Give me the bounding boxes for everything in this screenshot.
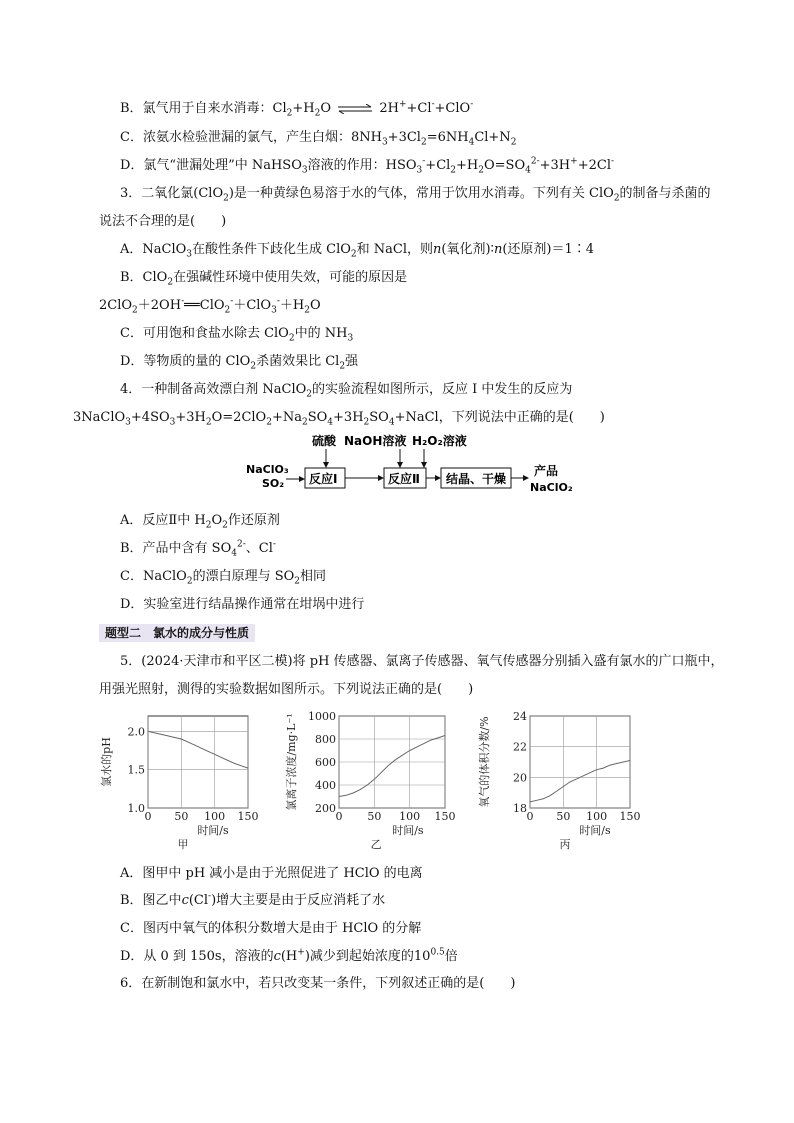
x-tick-label: 0 [144,810,152,823]
text: D．从 0 到 150s，溶液的 [120,949,274,964]
sub: 2 [222,520,228,531]
sup: - [230,296,234,307]
flow-box-reaction2-label: 反应Ⅱ [388,472,420,486]
chart-oxygen [478,706,646,856]
text: 6．在新制饱和氯水中，若只改变某一条件，下列叙述正确的是( ) [120,976,516,991]
equilibrium-arrow-icon [337,104,373,114]
sup: 2- [530,156,540,167]
flow-input-sulfuric: 硫酸 [312,434,337,448]
q3-equation [99,297,321,315]
x-tick-label: 150 [434,810,456,823]
text: O=SO [484,158,526,173]
sup: - [181,296,185,307]
sub: 2 [363,417,370,428]
q3-stem-line1 [120,185,711,203]
sub: 3 [271,305,277,316]
text: B．氯气用于自来水消毒：Cl [120,101,287,116]
q5-option-a [120,865,423,883]
text: 在酸性条件下歧化生成 ClO [192,242,351,257]
x-tick-label: 50 [556,810,571,823]
q4-stem-line1 [120,381,572,399]
option-d-line [120,157,614,175]
text: 溶液的作用：HSO [307,158,417,173]
text: O [320,101,332,116]
text: 3NaClO [73,410,126,425]
text: ＋ClO [233,298,272,313]
sub: 2 [339,361,346,372]
text: Cl+N [474,130,511,145]
chart-oxygen-svg [478,706,646,856]
sub: 2 [294,576,301,587]
sup: - [470,99,474,110]
y-axis-label: 氧气的体积分数/% [478,716,491,808]
text: 中的 NH [294,326,348,341]
y-tick-label: 22 [513,740,527,754]
sup: + [297,947,305,958]
text: O [309,298,321,313]
sub: 2 [205,520,212,531]
text: 倍 [444,949,458,964]
x-tick-label: 50 [174,810,189,823]
text: (Cl [188,893,209,908]
q5-stem-line1 [120,653,724,671]
text: A．图甲中 pH 减小是由于光照促进了 HClO 的电离 [120,866,423,881]
text: 的制备与杀菌的 [619,186,711,201]
text: 相同 [300,569,327,584]
text: ＋H [279,298,305,313]
sup: + [398,99,407,110]
section-heading: 题型二 氯水的成分与性质 [99,624,255,642]
text: C．图丙中氧气的体积分数增大是由于 HClO 的分解 [120,921,422,936]
chart-ph-svg [100,706,260,856]
x-tick-label: 0 [335,810,343,823]
text: +Na [271,410,302,425]
sub: 3 [416,165,423,176]
chart-chloride [285,706,460,856]
sub: 2 [478,165,484,176]
text: c [181,893,189,908]
text: 、Cl [245,541,273,556]
y-tick-label: 1000 [308,710,336,723]
sup: - [431,99,435,110]
sub: 2 [306,389,313,400]
text: )增大主要是由于反应消耗了水 [211,893,386,908]
text: O [211,513,223,528]
y-axis-label: 氯水的pH [100,737,113,787]
q3-option-d [120,353,358,371]
x-tick-label: 0 [526,810,534,823]
q4-option-a [120,512,280,530]
q5-option-b [120,892,385,910]
sub: 2 [205,417,212,428]
sup: - [610,156,615,167]
sub: 2 [314,108,321,119]
sub: 2 [266,417,272,428]
x-tick-label: 100 [586,810,608,823]
text: )是一种黄绿色易溶于水的气体，常用于饮用水消毒。下列有关 ClO [228,186,614,201]
text: )减少到起始浓度的10 [304,949,431,964]
chart-chloride-svg [285,706,460,856]
sub: 3 [169,417,176,428]
sub: 3 [125,417,131,428]
process-flow-diagram [240,433,580,499]
option-c-line [120,129,516,147]
flow-output-naclo2: NaClO₂ [530,481,573,494]
text: 2H [379,101,399,116]
text: C．可用饱和食盐水除去 ClO [120,326,289,341]
text: +4SO [130,410,170,425]
option-b-line [120,100,473,118]
text: SO [307,410,328,425]
text: 的实验流程如图所示，反应 I 中发生的反应为 [312,382,573,397]
sub: 4 [525,165,531,176]
sub: 2 [186,576,193,587]
x-tick-label: 50 [367,810,382,823]
sub: 3 [186,249,193,260]
y-tick-label: 2.0 [127,725,145,739]
x-axis-label: 时间/s [579,824,611,837]
plot-frame [530,716,630,808]
text: c [273,949,281,964]
text: (H [280,949,298,964]
y-tick-label: 18 [513,802,527,815]
text: +Cl [406,101,432,116]
text: 说法不合理的是( ) [99,214,227,229]
q4-option-b [120,540,276,558]
text: A．反应Ⅱ中 H [120,513,206,528]
flow-output-product: 产品 [534,464,559,478]
sub: 3 [301,165,308,176]
sub: 4 [231,548,237,559]
text: n [433,242,442,257]
flow-box-reaction1-label: 反应Ⅰ [309,472,338,486]
q4-stem-line2 [73,409,605,427]
x-tick-label: 100 [204,810,226,823]
x-axis-label: 时间/s [197,824,229,837]
plot-frame [148,716,248,808]
y-tick-label: 24 [513,710,527,723]
sub: 2 [288,333,295,344]
q3-option-b [120,269,407,287]
q3-option-a [120,241,594,259]
text: 的漂白原理与 SO [192,569,295,584]
text: A．NaClO [120,242,187,257]
text: 杀菌效果比 Cl [256,354,340,369]
y-tick-label: 400 [315,779,336,792]
text: 4．一种制备高效漂白剂 NaClO [120,382,307,397]
y-tick-label: 1.5 [127,763,145,777]
y-tick-label: 600 [315,756,336,769]
sub: 2 [301,417,308,428]
sub: 2 [224,305,231,316]
text: C．浓氨水检验泄漏的氯气，产生白烟：8NH [120,130,382,145]
flow-feed-naclo3: NaClO₃ [246,463,289,476]
q5-option-d [120,948,458,966]
sub: 4 [468,137,475,148]
x-axis-label: 时间/s [392,824,424,837]
sup: - [422,156,426,167]
text: +2Cl [577,158,611,173]
text: 2ClO [99,298,133,313]
sub: 2 [286,108,293,119]
sub: 2 [420,137,427,148]
text: +Cl [425,158,451,173]
text: +ClO [434,101,471,116]
text: ══ClO [184,298,225,313]
text: D．氯气“泄漏处理”中 NaHSO [120,158,302,173]
text: =6NH [426,130,469,145]
text: (还原剂)＝1∶4 [502,242,594,257]
chart-ph [100,706,260,856]
text: 用强光照射，测得的实验数据如图所示。下列说法正确的是( ) [99,682,474,697]
sup: - [208,891,212,902]
text: 3．二氧化氯(ClO [120,186,224,201]
chart-caption: 丙 [559,838,571,851]
chart-caption: 甲 [177,838,189,851]
text: 5．(2024·天津市和平区二模)将 pH 传感器、氯离子传感器、氧气传感器分别插入盛有氯水的广口瓶中， [120,654,724,669]
sub: 2 [250,361,257,372]
text: B．图乙中 [120,893,182,908]
sub: 2 [450,165,457,176]
text: +3H [333,410,364,425]
y-tick-label: 1.0 [127,802,145,815]
sub: 2 [132,305,138,316]
flow-box-crystallize-label: 结晶、干燥 [446,472,507,486]
sub: 2 [167,277,174,288]
text: +H [456,158,479,173]
text: O=2ClO [211,410,267,425]
text: 强 [345,354,359,369]
text: n [493,242,503,257]
x-tick-label: 150 [237,810,259,823]
text: 和 NaCl，则 [356,242,434,257]
sub: 4 [388,417,395,428]
sub: 2 [223,193,229,204]
sup: - [276,296,280,307]
q5-stem-line2 [99,681,473,699]
sup: + [570,156,578,167]
text: +3H [175,410,206,425]
text: C．NaClO [120,569,187,584]
sub: 2 [613,193,620,204]
sup: 2- [236,539,246,550]
text: ＋2OH [137,298,182,313]
sub: 2 [350,249,357,260]
sub: 3 [347,333,354,344]
text: +NaCl，下列说法中正确的是( ) [394,410,605,425]
flow-feed-so2: SO₂ [262,477,285,490]
q6-stem [120,975,515,993]
sub: 2 [304,305,310,316]
flow-input-h2o2: H₂O₂溶液 [412,434,467,448]
sup: 0.5 [430,947,445,958]
text: 在强碱性环境中使用失效，可能的原因是 [173,270,408,285]
flow-input-naoh: NaOH溶液 [344,434,407,448]
sub: 2 [510,137,517,148]
x-tick-label: 150 [619,810,641,823]
y-tick-label: 200 [315,802,336,815]
sub: 4 [327,417,334,428]
text: D．等物质的量的 ClO [120,354,251,369]
q3-stem-line2 [99,213,226,231]
sub: 3 [381,137,388,148]
text: +H [292,101,315,116]
text: B．ClO [120,270,168,285]
text: B．产品中含有 SO [120,541,232,556]
x-tick-label: 100 [399,810,421,823]
text: D．实验室进行结晶操作通常在坩埚中进行 [120,597,365,612]
sup: - [272,539,276,550]
text: 作还原剂 [227,513,280,528]
q3-option-c [120,325,353,343]
q5-option-c [120,920,421,938]
y-tick-label: 20 [513,771,527,785]
text: +3H [539,158,571,173]
y-tick-label: 800 [315,733,336,746]
chart-caption: 乙 [370,838,382,851]
text: SO [369,410,389,425]
q4-option-c [120,568,326,586]
text: (氧化剂)∶ [441,242,494,257]
q4-option-d [120,596,364,614]
y-axis-label: 氯离子浓度/mg·L⁻¹ [285,713,298,811]
text: +3Cl [387,130,421,145]
